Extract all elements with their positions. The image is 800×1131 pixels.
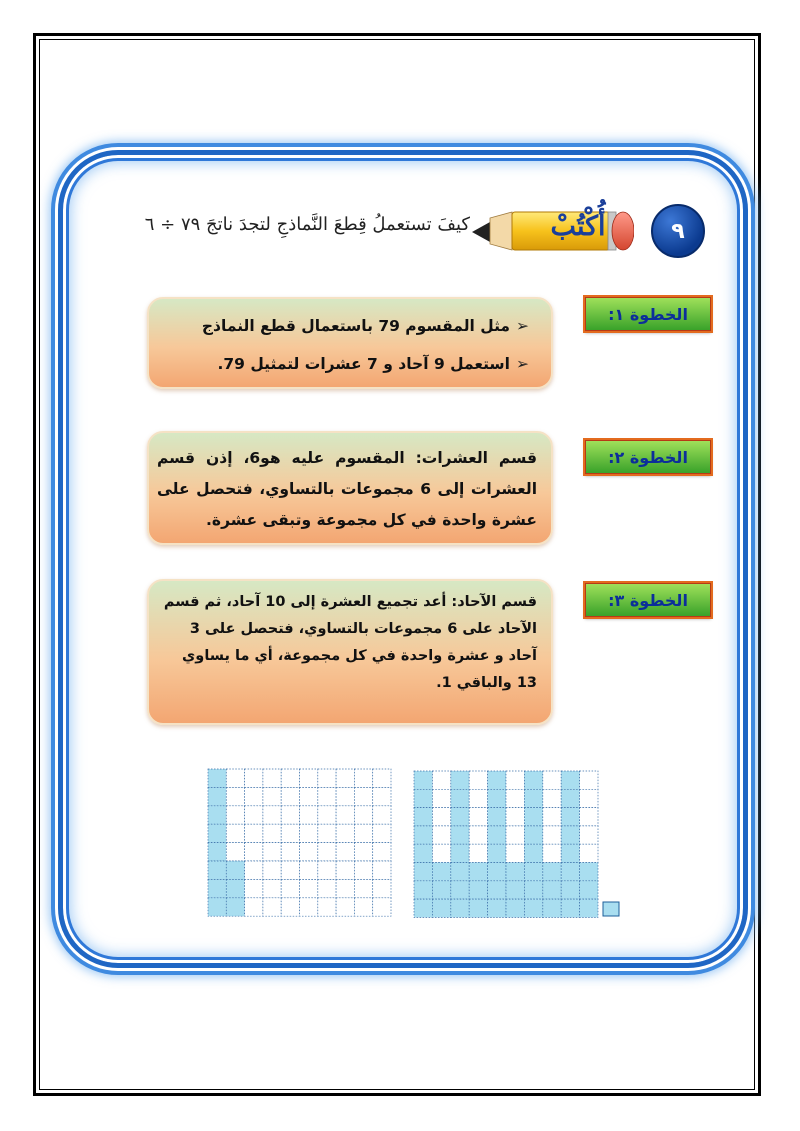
pencil-label: أُكْتُبْ	[550, 210, 606, 242]
grid-cell	[373, 787, 391, 805]
grid-cell	[432, 899, 450, 917]
grid-cell	[451, 771, 469, 789]
grid-cell	[488, 844, 506, 862]
grid-cell	[245, 861, 263, 879]
grid-cell	[373, 861, 391, 879]
grid-cell	[336, 787, 354, 805]
grid-cell	[432, 789, 450, 807]
grid-cell	[524, 863, 542, 881]
grid-cell	[469, 808, 487, 826]
grid-cell	[208, 843, 226, 861]
grid-cell	[506, 808, 524, 826]
grid-cell	[561, 881, 579, 899]
grid-cell	[318, 769, 336, 787]
grid-cell	[318, 861, 336, 879]
grid-cell	[208, 879, 226, 897]
grid-cell	[281, 806, 299, 824]
grid-cell	[226, 843, 244, 861]
grid-cell	[580, 789, 598, 807]
grid-cell	[414, 771, 432, 789]
grid-cell	[469, 863, 487, 881]
grid-cell	[414, 881, 432, 899]
grid-cell	[245, 787, 263, 805]
exercise-question: كيفَ تستعملُ قِطعَ النَّماذجِ لتجدَ ناتجَ ٧٩ ÷ ٦	[144, 214, 470, 235]
grid-cell	[226, 861, 244, 879]
grid-cell	[336, 861, 354, 879]
grid-cell	[336, 769, 354, 787]
grid-cell	[506, 899, 524, 917]
grid-cell	[506, 789, 524, 807]
exercise-number: ٩	[671, 218, 685, 244]
grid-cell	[488, 826, 506, 844]
grid-cell	[580, 844, 598, 862]
grid-cell	[543, 844, 561, 862]
grid-cell	[300, 787, 318, 805]
grid-cell	[580, 771, 598, 789]
grid-cell	[469, 899, 487, 917]
grid-cell	[263, 879, 281, 897]
grid-cell	[488, 863, 506, 881]
grid-cell	[432, 881, 450, 899]
grid-cell	[245, 898, 263, 916]
grid-cell	[432, 771, 450, 789]
grid-cell	[336, 898, 354, 916]
grid-cell	[524, 826, 542, 844]
grid-cell	[300, 824, 318, 842]
grid-cell	[281, 843, 299, 861]
grid-cell	[561, 899, 579, 917]
grid-cell	[414, 808, 432, 826]
left-block-grid	[208, 769, 391, 916]
grid-cell	[281, 787, 299, 805]
grid-cell	[226, 806, 244, 824]
grid-cell	[543, 789, 561, 807]
grid-cell	[208, 787, 226, 805]
grid-cell	[506, 771, 524, 789]
right-block-grid	[414, 771, 598, 917]
grid-cell	[208, 769, 226, 787]
grid-cell	[373, 879, 391, 897]
grid-cell	[300, 806, 318, 824]
grid-cell	[263, 824, 281, 842]
grid-cell	[263, 843, 281, 861]
step-1-line-1: ➢مثل المقسوم 79 باستعمال قطع النماذج	[201, 317, 529, 335]
grid-cell	[414, 826, 432, 844]
grid-cell	[245, 824, 263, 842]
step-3-label: الخطوة ٣:	[585, 583, 711, 617]
grid-cell	[488, 881, 506, 899]
grid-cell	[451, 789, 469, 807]
grid-cell	[226, 787, 244, 805]
grid-cell	[281, 898, 299, 916]
grid-cell	[432, 863, 450, 881]
grid-cell	[451, 899, 469, 917]
step-1-label: الخطوة ١:	[585, 297, 711, 331]
grid-cell	[432, 808, 450, 826]
grid-cell	[469, 771, 487, 789]
grid-cell	[488, 808, 506, 826]
step-2-label: الخطوة ٢:	[585, 440, 711, 474]
grid-cell	[263, 861, 281, 879]
grid-cell	[354, 898, 372, 916]
grid-cell	[543, 881, 561, 899]
grid-cell	[318, 806, 336, 824]
grid-cell	[580, 826, 598, 844]
grid-cell	[318, 898, 336, 916]
grid-cell	[451, 826, 469, 844]
grid-cell	[524, 899, 542, 917]
arrow-bullet-icon: ➢	[516, 355, 529, 373]
grid-cell	[300, 861, 318, 879]
step-1-line-2: ➢استعمل 9 آحاد و 7 عشرات لتمثيل 79.	[217, 355, 529, 373]
grid-cell	[373, 806, 391, 824]
grid-cell	[580, 881, 598, 899]
grid-cell	[543, 899, 561, 917]
grid-cell	[281, 769, 299, 787]
grid-cell	[561, 863, 579, 881]
grid-cell	[414, 844, 432, 862]
grid-cell	[281, 879, 299, 897]
grid-cell	[469, 789, 487, 807]
grid-cell	[432, 826, 450, 844]
grid-cell	[506, 826, 524, 844]
grid-cell	[336, 806, 354, 824]
grid-cell	[354, 824, 372, 842]
grid-cell	[580, 808, 598, 826]
grid-cell	[373, 769, 391, 787]
grid-cell	[318, 879, 336, 897]
grid-cell	[245, 806, 263, 824]
grid-cell	[208, 806, 226, 824]
grid-cell	[354, 861, 372, 879]
remainder-unit-cube	[603, 902, 619, 916]
grid-cell	[561, 771, 579, 789]
grid-cell	[414, 789, 432, 807]
grid-cell	[488, 771, 506, 789]
grid-cell	[373, 843, 391, 861]
grid-cell	[336, 843, 354, 861]
grid-cell	[561, 826, 579, 844]
grid-cell	[580, 863, 598, 881]
grid-cell	[318, 787, 336, 805]
grid-cell	[300, 843, 318, 861]
grid-cell	[226, 824, 244, 842]
grid-cell	[451, 808, 469, 826]
grid-cell	[226, 879, 244, 897]
grid-cell	[245, 843, 263, 861]
grid-cell	[354, 843, 372, 861]
grid-cell	[451, 863, 469, 881]
grid-cell	[524, 881, 542, 899]
grid-cell	[208, 824, 226, 842]
grid-cell	[263, 806, 281, 824]
grid-cell	[336, 824, 354, 842]
grid-cell	[208, 898, 226, 916]
grid-cell	[488, 899, 506, 917]
grid-cell	[354, 787, 372, 805]
grid-cell	[354, 806, 372, 824]
grid-cell	[561, 789, 579, 807]
grid-cell	[300, 898, 318, 916]
grid-cell	[300, 879, 318, 897]
grid-cell	[451, 881, 469, 899]
grid-cell	[524, 771, 542, 789]
grid-cell	[226, 898, 244, 916]
grid-cell	[373, 824, 391, 842]
grid-cell	[354, 879, 372, 897]
grid-cell	[543, 771, 561, 789]
grid-cell	[336, 879, 354, 897]
grid-cell	[263, 787, 281, 805]
grid-cell	[318, 843, 336, 861]
grid-cell	[281, 824, 299, 842]
grid-cell	[543, 808, 561, 826]
step-2-box: قسم العشرات: المقسوم عليه هو6، إذن قسم العشرات إلى 6 مجموعات بالتساوي، فتحصل على عشرة واحدة في كل مجموعة وتبقى عشرة.	[147, 431, 553, 545]
grid-cell	[543, 863, 561, 881]
grid-cell	[414, 899, 432, 917]
grid-cell	[451, 844, 469, 862]
grid-cell	[373, 898, 391, 916]
step-3-box: قسم الآحاد: أعد تجميع العشرة إلى 10 آحاد، ثم قسم الآحاد على 6 مجموعات بالتساوي، فتحصل على 3 آحاد و عشرة واحدة في كل مجموعة، أي ما يساوي 13 والباقي 1.	[147, 579, 553, 725]
grid-cell	[524, 789, 542, 807]
grid-cell	[354, 769, 372, 787]
grid-cell	[245, 769, 263, 787]
grid-cell	[263, 769, 281, 787]
grid-cell	[561, 808, 579, 826]
grid-cell	[469, 881, 487, 899]
grid-cell	[469, 826, 487, 844]
grid-cell	[524, 808, 542, 826]
grid-cell	[543, 826, 561, 844]
grid-cell	[506, 844, 524, 862]
grid-cell	[318, 824, 336, 842]
grid-cell	[524, 844, 542, 862]
grid-cell	[245, 879, 263, 897]
grid-cell	[300, 769, 318, 787]
grid-cell	[488, 789, 506, 807]
grid-cell	[432, 844, 450, 862]
grid-cell	[506, 863, 524, 881]
grid-cell	[281, 861, 299, 879]
grid-cell	[561, 844, 579, 862]
grid-cell	[469, 844, 487, 862]
grid-cell	[506, 881, 524, 899]
grid-cell	[226, 769, 244, 787]
grid-cell	[263, 898, 281, 916]
grid-cell	[208, 861, 226, 879]
grid-cell	[580, 899, 598, 917]
grid-cell	[414, 863, 432, 881]
arrow-bullet-icon: ➢	[516, 317, 529, 335]
